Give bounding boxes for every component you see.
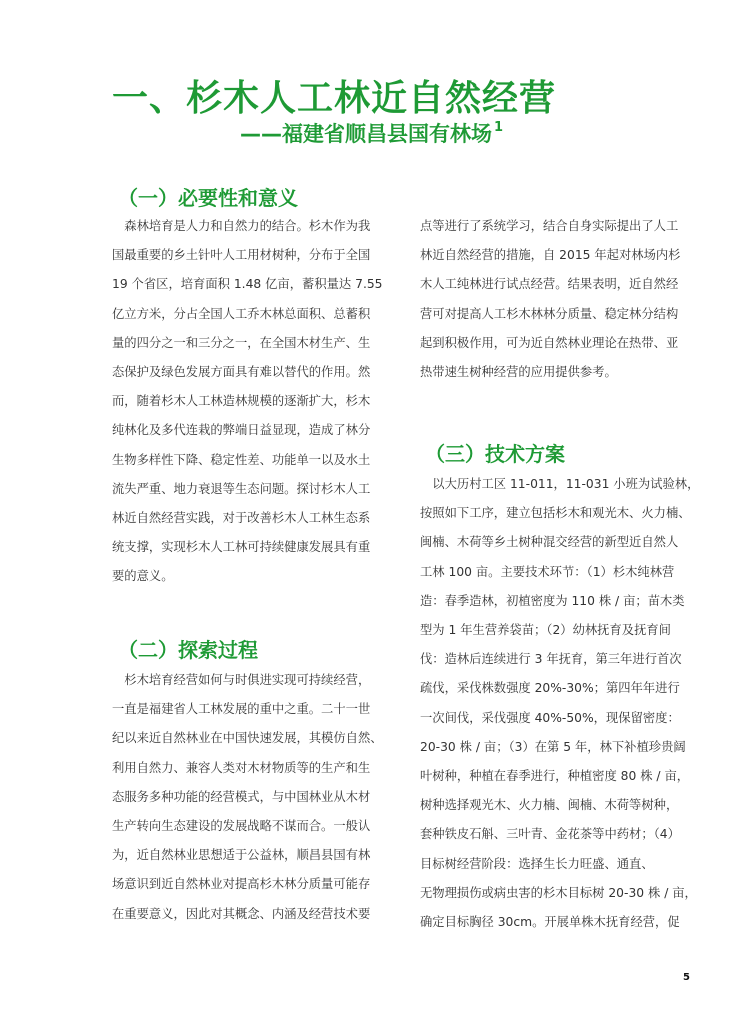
text-line: 营可对提高人工杉木林林分质量、稳定林分结构	[420, 306, 679, 321]
text-line: 生物多样性下降、稳定性差、功能单一以及水土	[112, 452, 371, 467]
text-line: 以大历村工区 11-011，11-031 小班为试验林，	[420, 477, 700, 491]
text-line: 无物理损伤或病虫害的杉木目标树 20-30 株 / 亩，	[420, 885, 697, 900]
text-line: 热带速生树种经营的应用提供参考。	[420, 365, 617, 380]
text-line: 态保护及绿色发展方面具有难以替代的作用。然	[112, 365, 371, 380]
text-line: 按照如下工序，建立包括杉木和观光木、火力楠、	[420, 506, 691, 521]
text-line: 点等进行了系统学习，结合自身实际提出了人工	[420, 219, 679, 233]
section-1-body	[112, 212, 388, 592]
section-2-body-right	[420, 212, 696, 387]
section-1-paragraph	[112, 212, 388, 592]
text-line: 20-30 株 / 亩；（3）在第 5 年，林下补植珍贵阔	[420, 739, 686, 754]
text-line: 伐：造林后连续进行 3 年抚育，第三年进行首次	[420, 652, 682, 667]
page-number: 5	[683, 972, 690, 983]
section-2-body-left	[112, 666, 388, 929]
text-line: 在重要意义，因此对其概念、内涵及经营技术要	[112, 906, 371, 921]
text-line: 统支撑，实现杉木人工林可持续健康发展具有重	[112, 540, 371, 555]
text-line: 疏伐，采伐株数强度 20%-30%；第四年年进行	[420, 681, 680, 696]
text-line: 型为 1 年生营养袋苗；（2）幼林抚育及抚育间	[420, 623, 671, 638]
text-line: 纯林化及多代连栽的弊端日益显现，造成了林分	[112, 423, 371, 438]
text-line: 工林 100 亩。主要技术环节：（1）杉木纯林营	[420, 564, 675, 579]
text-line: 纪以来近自然林业在中国快速发展，其模仿自然、	[112, 731, 383, 746]
text-line: 林近自然经营的措施，自 2015 年起对林场内杉	[420, 248, 681, 263]
text-line: 林近自然经营实践，对于改善杉木人工林生态系	[112, 511, 371, 526]
text-line: 确定目标胸径 30cm。开展单株木抚育经营，促	[420, 915, 680, 930]
text-line: 造：春季造林，初植密度为 110 株 / 亩；苗木类	[420, 593, 685, 608]
text-line: 一次间伐，采伐强度 40%-50%，现保留密度：	[420, 710, 680, 725]
text-line: 树种选择观光木、火力楠、闽楠、木荷等树种，	[420, 798, 679, 813]
footnote-marker: 1	[494, 120, 504, 135]
text-line: 态服务多种功能的经营模式，与中国林业从木材	[112, 789, 371, 804]
text-line: 闽楠、木荷等乡土树种混交经营的新型近自然人	[420, 535, 679, 550]
text-line: 19 个省区，培育面积 1.48 亿亩，蓄积量达 7.55	[112, 277, 383, 292]
text-line: 一直是福建省人工林发展的重中之重。二十一世	[112, 702, 371, 717]
text-line: 生产转向生态建设的发展战略不谋而合。一般认	[112, 819, 371, 834]
text-line: 国最重要的乡土针叶人工用材树种，分布于全国	[112, 248, 371, 263]
text-line: 利用自然力、兼容人类对木材物质等的生产和生	[112, 760, 371, 775]
text-line: 森林培育是人力和自然力的结合。杉木作为我	[112, 219, 371, 233]
section-2-heading: （二）探索过程	[118, 638, 258, 662]
text-line: 杉木培育经营如何与时俱进实现可持续经营，	[112, 673, 371, 687]
section-3-body	[420, 470, 700, 937]
text-line: 起到积极作用，可为近自然林业理论在热带、亚	[420, 335, 679, 350]
text-line: 要的意义。	[112, 569, 174, 584]
section-3-heading: （三）技术方案	[425, 442, 565, 466]
document-title: 一、杉木人工林近自然经营	[112, 78, 557, 119]
section-3-paragraph	[420, 470, 700, 937]
section-2-paragraph-right	[420, 212, 696, 387]
document-subtitle	[240, 118, 503, 148]
text-line: 为，近自然林业思想适于公益林，顺昌县国有林	[112, 848, 371, 863]
text-line: 量的四分之一和三分之一，在全国木材生产、生	[112, 335, 371, 350]
text-line: 流失严重、地力衰退等生态问题。探讨杉木人工	[112, 481, 371, 496]
section-1-heading: （一）必要性和意义	[118, 186, 298, 210]
text-line: 而，随着杉木人工林造林规模的逐渐扩大，杉木	[112, 394, 371, 409]
text-line: 木人工纯林进行试点经营。结果表明，近自然经	[420, 277, 679, 292]
text-line: 场意识到近自然林业对提高杉木林分质量可能存	[112, 877, 371, 892]
section-2-paragraph-left	[112, 666, 388, 929]
text-line: 目标树经营阶段：选择生长力旺盛、通直、	[420, 856, 654, 871]
text-line: 叶树种，种植在春季进行，种植密度 80 株 / 亩，	[420, 769, 690, 784]
text-line: 亿立方米，分占全国人工乔木林总面积、总蓄积	[112, 306, 371, 321]
subtitle-text: ——福建省顺昌县国有林场	[240, 122, 492, 146]
text-line: 套种铁皮石斛、三叶青、金花茶等中药材；（4）	[420, 827, 680, 842]
